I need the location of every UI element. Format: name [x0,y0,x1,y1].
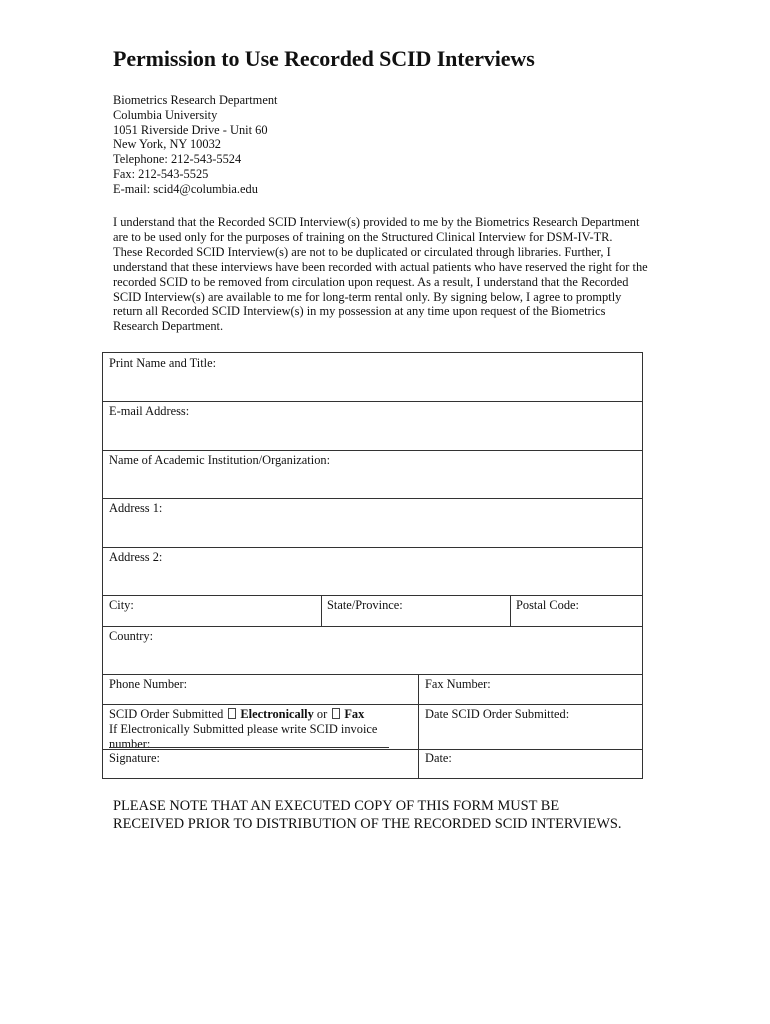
institution-field[interactable] [109,453,330,468]
statement-line: return all Recorded SCID Interview(s) in my possession at any time upon request of the Biometrics [113,304,606,319]
fax-option: Fax [344,707,365,721]
date-order-label: Date SCID Order Submitted: [425,707,570,721]
print-name-field[interactable] [109,356,216,371]
university-name: Columbia University [113,107,218,122]
statement-line: understand that these interviews have been recorded with actual patients who have reserved the right for the [113,259,648,274]
order-submitted-label: SCID Order Submitted [109,707,224,721]
postal-code-label: Postal Code: [516,598,579,612]
address2-label: Address 2: [109,550,163,564]
order-submitted-field [109,707,377,751]
notice-line: PLEASE NOTE THAT AN EXECUTED COPY OF THIS FORM MUST BE [113,798,560,814]
state-field[interactable] [327,598,403,613]
form-divider [418,674,419,779]
form-divider [103,595,642,596]
electronically-option: Electronically [240,707,314,721]
fax-number-field[interactable] [425,677,491,692]
invoice-instruction: If Electronically Submitted please write SCID invoice [109,721,378,736]
country-field[interactable] [109,629,153,644]
postal-code-field[interactable] [516,598,579,613]
city-label: City: [109,598,134,612]
statement-line: These Recorded SCID Interview(s) are not to be duplicated or circulated through libraries. Further, I [113,244,611,259]
street-address: 1051 Riverside Drive - Unit 60 [113,122,268,137]
invoice-number-label[interactable]: number: [109,736,151,751]
form-divider [510,595,511,626]
email: E-mail: scid4@columbia.edu [113,181,258,196]
email-label: E-mail Address: [109,404,190,418]
state-label: State/Province: [327,598,403,612]
date-label: Date: [425,751,452,765]
form-divider [103,704,642,705]
print-name-label: Print Name and Title: [109,356,217,370]
form-divider [103,450,642,451]
form-divider [103,674,642,675]
email-field[interactable] [109,404,189,419]
address1-field[interactable] [109,501,162,516]
city-state-zip: New York, NY 10032 [113,137,221,152]
department-name: Biometrics Research Department [113,93,278,107]
page-title: Permission to Use Recorded SCID Interviews [113,46,535,71]
contact-block [113,93,277,197]
address2-field[interactable] [109,550,162,565]
statement-line: recorded SCID to be removed from circulation upon request. As a result, I understand that the Recorded [113,274,629,289]
or-text: or [316,707,328,721]
agreement-statement [113,215,673,334]
fax-checkbox[interactable] [332,708,340,719]
date-field[interactable] [425,751,452,766]
statement-line: I understand that the Recorded SCID Interview(s) provided to me by the Biometrics Research Department [113,215,640,229]
form-divider [103,401,642,402]
address1-label: Address 1: [109,501,163,515]
form-divider [103,547,642,548]
invoice-underline [109,747,389,748]
electronically-checkbox[interactable] [228,708,236,719]
signature-field[interactable] [109,751,160,766]
statement-line: are to be used only for the purposes of training on the Structured Clinical Interview for DSM-IV-TR. [113,229,613,244]
institution-label: Name of Academic Institution/Organization: [109,453,331,467]
phone-label: Phone Number: [109,677,188,691]
notice-line: RECEIVED PRIOR TO DISTRIBUTION OF THE RECORDED SCID INTERVIEWS. [113,815,622,832]
signature-label: Signature: [109,751,160,765]
statement-line: SCID Interview(s) are available to me for long-term rental only. By signing below, I agree to promptly [113,289,622,304]
fax: Fax: 212-543-5525 [113,166,209,181]
statement-line: Research Department. [113,319,224,334]
distribution-notice [113,798,622,834]
date-order-field[interactable] [425,707,569,722]
telephone: Telephone: 212-543-5524 [113,152,242,167]
country-label: Country: [109,629,154,643]
form-divider [103,626,642,627]
permission-form [102,352,643,779]
phone-field[interactable] [109,677,187,692]
fax-number-label: Fax Number: [425,677,491,691]
form-divider [321,595,322,626]
city-field[interactable] [109,598,134,613]
form-divider [103,498,642,499]
